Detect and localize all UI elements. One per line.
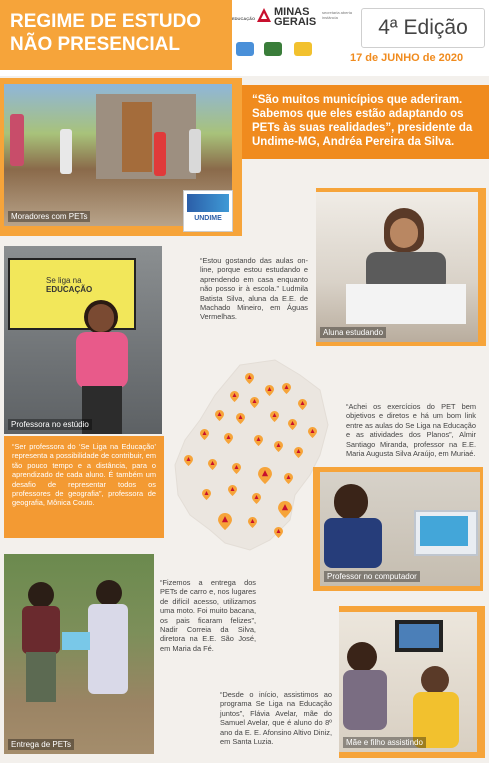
edition-badge: 4ª Edição <box>361 8 485 48</box>
map-pin-icon <box>200 429 209 440</box>
map-pin-icon <box>270 411 279 422</box>
map-pin-icon <box>248 517 257 528</box>
map-pins <box>170 355 330 555</box>
quote-nadir: “Fizemos a entrega dos PETs de carro e, nos lugares de difícil acesso, utilizamos uma moto. Foi muito bacana, os pais ficaram felizes”, Nadir Correia da Silva, diretora na E.E. São José, em Maria da Fé. <box>160 578 256 653</box>
photo-residents: Moradores com PETs <box>4 84 232 226</box>
map-pin-icon <box>252 493 261 504</box>
minas-gerais-logo-icon <box>257 8 271 22</box>
map-pin-icon <box>298 399 307 410</box>
page-title <box>10 10 201 56</box>
map-pin-icon <box>250 397 259 408</box>
school-icon <box>294 42 312 56</box>
map-pin-icon <box>224 433 233 444</box>
map-pin-icon <box>230 391 239 402</box>
map-pin-icon <box>308 427 317 438</box>
photo-student: Aluna estudando <box>316 192 478 342</box>
main-quote: “São muitos municípios que aderiram. Sabemos que eles estão adaptando os PETs às suas realidades”, presidente da Undime-MG, Andréa Pereira da Silva. <box>242 85 489 159</box>
education-label: EDUCAÇÃO <box>232 16 256 21</box>
map-pin-icon <box>258 467 272 484</box>
map-pin-icon <box>236 413 245 424</box>
map-pin-icon <box>202 489 211 500</box>
map-pin-icon <box>228 485 237 496</box>
logo-tagline: secretaria aberta instância <box>322 10 353 20</box>
quote-flavia: “Desde o início, assistimos ao programa Se Liga na Educação juntos”, Flávia Avelar, mãe do Samuel Avelar, que é aluno do 8º ano da E. E. Afonsino Altivo Diniz, em Santa Luzia. <box>220 690 332 747</box>
map-pin-icon <box>288 419 297 430</box>
photo-teacher-computer: Professor no computador <box>320 472 480 586</box>
map-pin-icon <box>265 385 274 396</box>
map-pin-icon <box>184 455 193 466</box>
quote-monica: “Ser professora do ‘Se Liga na Educação’ representa a possibilidade de contribuir, em tão pouco tempo e a distância, para o aprendizado de cada aluno. É também um desafio de representar todos os professores de geografia”, professora de geografia, Mônica Couto. <box>4 436 164 538</box>
map-pin-icon <box>274 527 283 538</box>
title-line-1: REGIME DE ESTUDO <box>10 11 202 32</box>
map-pin-icon <box>254 435 263 446</box>
photo-pet-delivery: Entrega de PETs <box>4 554 154 754</box>
map-pin-icon <box>218 513 232 530</box>
map-pin-icon <box>208 459 217 470</box>
map-pin-icon <box>282 383 291 394</box>
map-pin-icon <box>215 410 224 421</box>
undime-logo: UNDIME <box>183 190 233 232</box>
map-pin-icon <box>245 373 254 384</box>
books-icon <box>236 42 254 56</box>
photo-teacher-studio: Se liga na EDUCAÇÃO Professora no estúdio <box>4 246 162 434</box>
map-pin-icon <box>232 463 241 474</box>
quote-almir: “Achei os exercícios do PET bem objetivos e diretos e há um bom link entre as aulas do Se Liga na Educação e as atividades dos Planos”, Almir Santiago Miranda, professor na E.E. Maria Augusta Silva Araújo, em Muriaé. <box>346 402 476 459</box>
photo-mother-son: Mãe e filho assistindo <box>339 612 477 752</box>
quote-ludmila: “Estou gostando das aulas on-line, porque estou estudando e aprendendo em casa enquanto não posso ir à escola.” Ludmila Batista Silva, aluna da E.E. de Machado Mineiro, em Águas Vermelhas. <box>200 256 308 322</box>
map-pin-icon <box>278 501 292 518</box>
title-line-2: NÃO PRESENCIAL <box>10 34 180 55</box>
minas-gerais-logo: MINAS GERAIS <box>274 6 317 28</box>
issue-date: 17 de JUNHO de 2020 <box>350 52 464 64</box>
map-pin-icon <box>274 441 283 452</box>
tv-icon <box>264 42 282 56</box>
map-pin-icon <box>294 447 303 458</box>
map-pin-icon <box>284 473 293 484</box>
